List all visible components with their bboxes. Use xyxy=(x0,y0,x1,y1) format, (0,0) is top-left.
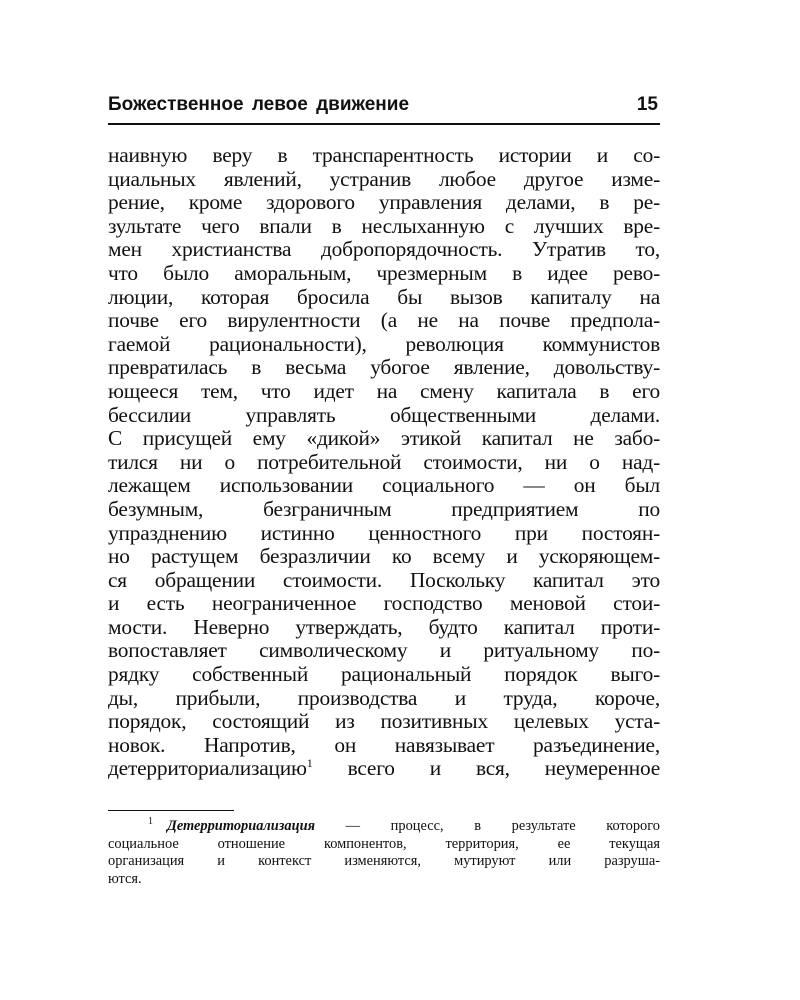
body-line: но растущем безразличии ко всему и ускоряющем- xyxy=(108,544,660,569)
body-line: бессилии управлять общественными делами. xyxy=(108,402,660,427)
body-line: новок. Напротив, он навязывает разъединение, xyxy=(108,732,660,757)
running-head-title: Божественное левое движение xyxy=(108,94,410,115)
footnote xyxy=(108,818,660,888)
body-line: мен христианства добропорядочность. Утратив то, xyxy=(108,237,660,262)
footnote-line: организация и контекст изменяются, мутируют или разруша- xyxy=(108,853,660,870)
body-line: гаемой рациональности), революция коммунистов xyxy=(108,331,660,356)
body-line: упразднению истинно ценностного при постоян- xyxy=(108,520,660,545)
footnote-first-line-text: — процесс, в результате которого xyxy=(315,818,660,834)
body-line-last-end: всего и вся, неумеренное xyxy=(312,756,660,781)
running-head xyxy=(108,90,660,120)
body-line-last xyxy=(108,757,660,781)
body-line: С присущей ему «дикой» этикой капитал не забо- xyxy=(108,426,660,451)
body-line: люции, которая бросила бы вызов капиталу на xyxy=(108,284,660,309)
body-line: вопоставляет символическому и ритуальному по- xyxy=(108,638,660,663)
body-line: тился ни о потребительной стоимости, ни о над- xyxy=(108,449,660,474)
page-number: 15 xyxy=(636,94,658,115)
footnote-rule xyxy=(108,810,234,811)
footnote-reference: 1 xyxy=(306,756,313,771)
footnote-line: ются. xyxy=(108,870,142,887)
body-line: почве его вирулентности (а не на почве предпола- xyxy=(108,308,660,333)
body-line: рение, кроме здорового управления делами, в ре- xyxy=(108,190,660,215)
footnote-term: Детерриториализация xyxy=(167,818,316,834)
footnote-line: социальное отношение компонентов, территория, ее текущая xyxy=(108,835,660,852)
body-line-last-start: детерриториализацию xyxy=(108,756,307,781)
body-line: зультате чего впали в неслыханную с лучших вре- xyxy=(108,213,660,238)
body-line: наивную веру в транспарентность истории и со- xyxy=(108,143,660,167)
body-line: рядку собственный рациональный порядок выго- xyxy=(108,662,660,687)
footnote-marker: 1 xyxy=(148,816,153,828)
body-line: ся обращении стоимости. Поскольку капитал это xyxy=(108,567,660,592)
footnote-line xyxy=(108,818,660,836)
body-text xyxy=(108,144,660,781)
body-line: лежащем использовании социального — он был xyxy=(108,473,660,498)
body-line: безумным, безграничным предприятием по xyxy=(108,496,660,521)
body-line: ющееся тем, что идет на смену капитала в его xyxy=(108,378,660,403)
body-line: порядок, состоящий из позитивных целевых уста- xyxy=(108,709,660,734)
body-line: мости. Неверно утверждать, будто капитал проти- xyxy=(108,614,660,639)
body-line: и есть неограниченное господство меновой стои- xyxy=(108,591,660,616)
body-line: превратилась в весьма убогое явление, довольству- xyxy=(108,355,660,380)
body-line: что было аморальным, чрезмерным в идее рево- xyxy=(108,260,660,285)
body-line: циальных явлений, устранив любое другое изме- xyxy=(108,166,660,191)
header-rule xyxy=(108,123,660,125)
body-line: ды, прибыли, производства и труда, короче, xyxy=(108,685,660,710)
